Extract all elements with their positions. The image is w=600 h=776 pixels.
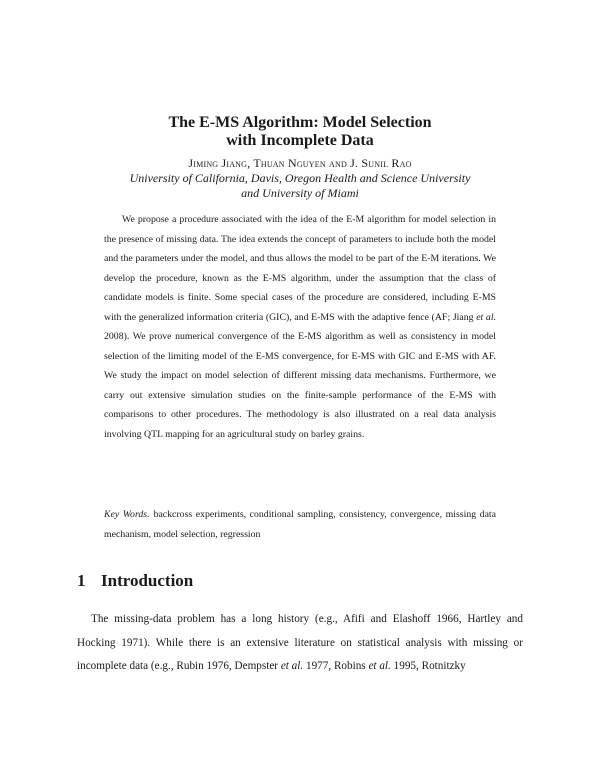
abstract-text-part-2: 2008). We prove numerical convergence of the E-MS algorithm as well as consistency in model selection of the limiting model of the E-MS convergence, for E-MS with GIC and E-MS with AF. We study the impact on model selection of different missing data mechanisms. Furthermore, we carry out extensive simulation studies on the finite-sample performance of the E-MS with comparisons to other procedures. The methodology is also illustrated on a real data analysis involving QTL mapping for an agricultural study on barley grains. [104,331,496,440]
intro-et-al-2: et al. [368,660,391,672]
section-heading-introduction [77,570,193,592]
abstract-et-al: et al. [476,311,496,323]
paper-title-line-1: The E-MS Algorithm: Model Selection [168,114,432,131]
affiliation-line-2: and University of Miami [241,186,359,200]
keywords [104,505,496,544]
section-number: 1 [77,571,86,590]
intro-text-part-1: The missing-data problem has a long history (e.g., Afifi and Elashoff 1966, Hartley and Hocking 1971). While there is an extensive literature on statistical analysis with missing or incomplete data (e.g., Rubin 1976, Dempster [77,613,523,672]
keywords-label: Key Words. [104,509,150,520]
abstract-text-part-1: We propose a procedure associated with the idea of the E-M algorithm for model selection in the presence of missing data. The idea extends the concept of parameters to include both the model and the parameters under the model, and thus allows the model to be part of the E-M iterations. We develop the procedure, known as the E-MS algorithm, under the assumption that the class of candidate models is finite. Some special cases of the procedure are considered, including E-MS with the generalized information criteria (GIC), and E-MS with the adaptive fence (AF; Jiang [104,214,496,323]
intro-text-part-3: 1995, Rotnitzky [390,660,466,672]
intro-et-al-1: et al. [280,660,304,672]
affiliation-line-1: University of California, Davis, Oregon Health and Science University [129,171,471,185]
section-title: Introduction [101,571,194,590]
keywords-text: backcross experiments, conditional sampling, consistency, convergence, missing data mechanism, model selection, regression [104,509,496,540]
intro-text-part-2: 1977, Robins [303,660,369,672]
introduction-paragraph [77,608,523,679]
paper-title-line-2: with Incomplete Data [226,132,374,149]
authors: Jiming Jiang, Thuan Nguyen and J. Sunil Rao [188,156,412,170]
abstract [104,210,496,444]
